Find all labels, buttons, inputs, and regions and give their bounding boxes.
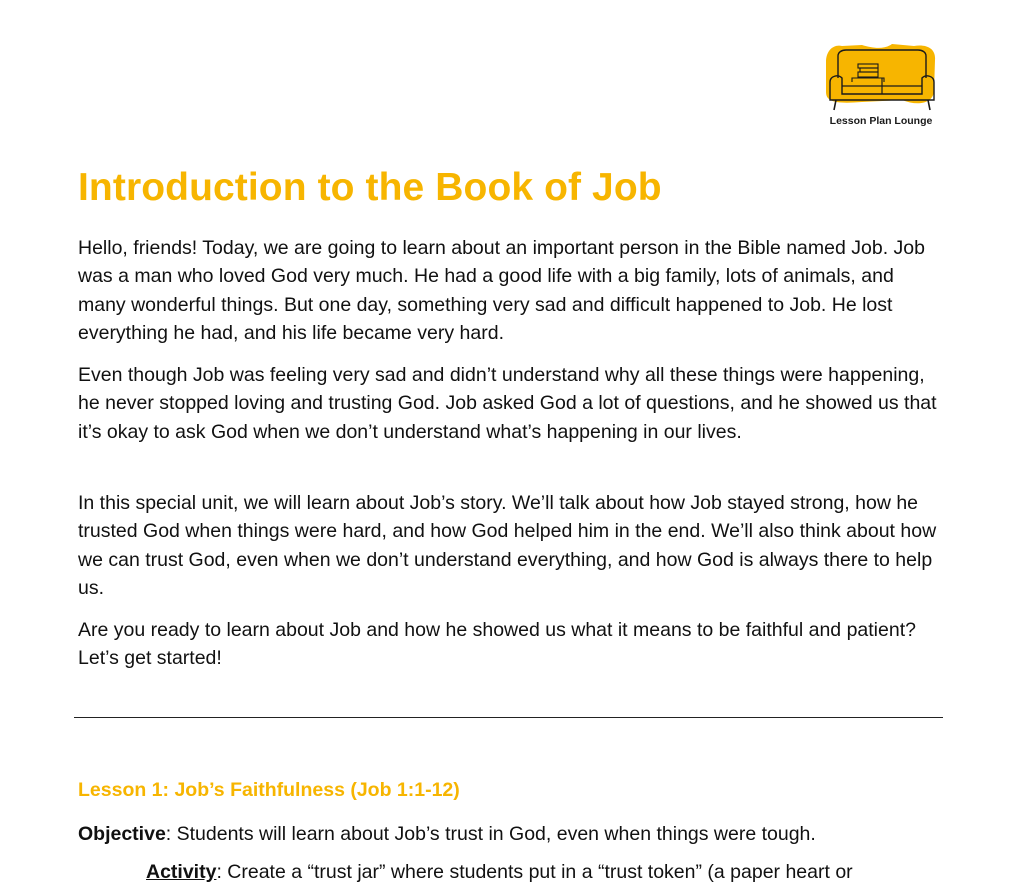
intro-paragraph-2: Even though Job was feeling very sad and didn’t understand why all these things were happening, he never stopped loving and trusting God. Job asked God a lot of questions, and he showed us that it’s okay to ask God when we don’t understand what’s happening in our lives. — [78, 364, 937, 443]
objective-text: : Students will learn about Job’s trust in God, even when things were tough. — [165, 823, 816, 845]
activity-label: Activity — [146, 861, 217, 883]
page-title: Introduction to the Book of Job — [78, 166, 662, 209]
lesson-1-activity — [146, 858, 853, 886]
objective-label: Objective — [78, 823, 166, 845]
lesson-1-heading: Lesson 1: Job’s Faithfulness (Job 1:1-12) — [78, 779, 460, 801]
lesson-1-objective — [78, 820, 816, 848]
activity-text: : Create a “trust jar” where students put in a “trust token” (a paper heart or — [216, 861, 853, 883]
section-divider — [74, 717, 943, 718]
logo-caption: Lesson Plan Lounge — [829, 115, 933, 127]
intro-paragraph-3: In this special unit, we will learn about Job’s story. We’ll talk about how Job stayed strong, how he trusted God when things were hard, and how God helped him in the end. We’ll also think about how we can trust God, even when we don’t understand everything, and how God is always there to help us. — [78, 492, 937, 600]
intro-paragraph-4: Are you ready to learn about Job and how he showed us what it means to be faithful and patient? Let’s get started! — [78, 619, 916, 670]
logo — [822, 42, 940, 132]
intro-paragraph-1: Hello, friends! Today, we are going to learn about an important person in the Bible named Job. Job was a man who loved God very much. He had a good life with a big family, lots of animals, and many wonderful things. But one day, something very sad and difficult happened to Job. He lost everything he had, and his life became very hard. — [78, 237, 925, 345]
sofa-icon — [822, 42, 940, 114]
